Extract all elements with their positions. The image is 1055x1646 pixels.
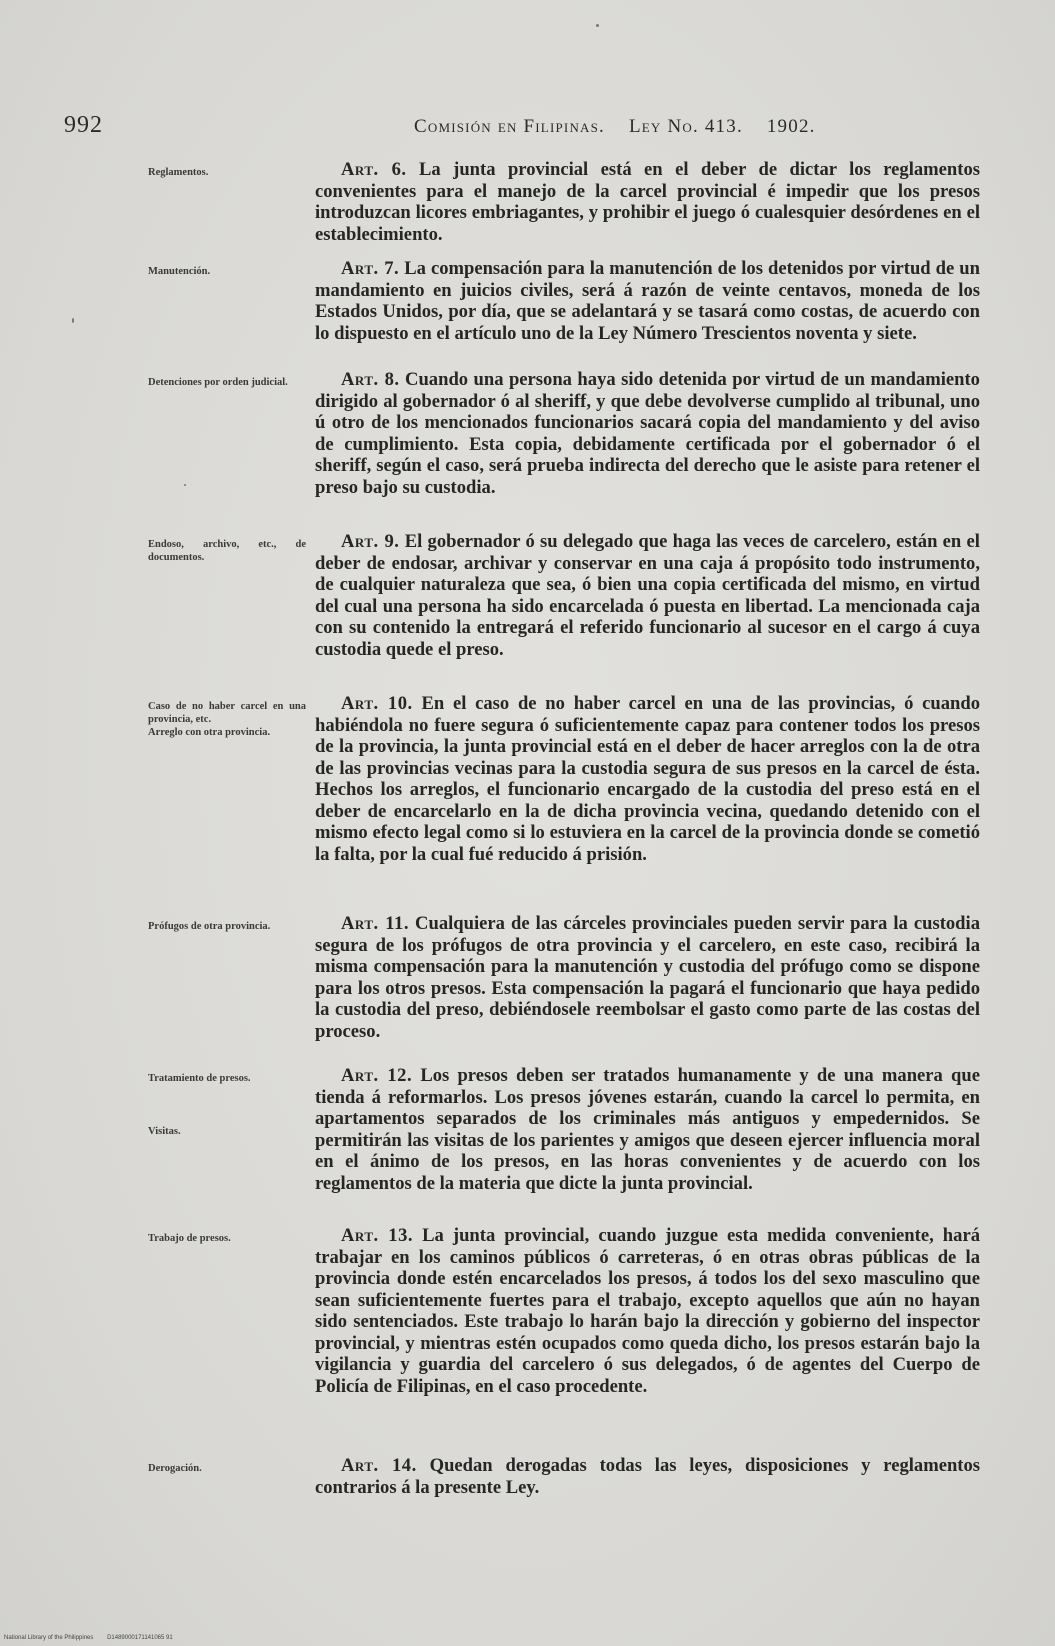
running-head (414, 116, 816, 138)
margin-note: Arreglo con otra provincia. (148, 727, 271, 738)
running-head-year: 1902. (766, 116, 816, 137)
article-body (315, 159, 980, 245)
article-text: En el caso de no haber carcel en una de las provincias, ó cuando habiéndola no fuere segura ó suficientemente capaz para contener todos los presos de la provincia, la junta provincial está en el deber de hacer arreglos con la de otra de las provincias vecinas para la custodia segura de sus presos en la carcel de ésta. Hechos los arreglos, el funcionario encargado de la custodia del preso está en el deber de encarcelarlo en la de dicha provincia vecina, quedando detenido con el mismo efecto legal como si lo estuviera en la carcel de la provincia donde se cometió la falta, por la cual fué reducido á prisión. (315, 693, 981, 865)
article-body (315, 531, 980, 660)
article-body (315, 693, 980, 865)
margin-notes (148, 920, 306, 933)
article-body (315, 913, 980, 1042)
article-body (315, 1455, 980, 1498)
paper-speck (184, 484, 186, 486)
article-number: Art. 9. (341, 531, 400, 552)
article-number: Art. 7. (341, 258, 400, 279)
article-text: Los presos deben ser tratados humanamente y de una manera que tienda á reformarlos. Los presos jóvenes estarán, cuando la carcel lo permita, en apartamentos separados de los criminales más antiguos y empedernidos. Se permitirán las visitas de los parientes y amigos que deseen ejercer influencia moral en el ánimo de los presos, en las horas convenientes y de acuerdo con los reglamentos de la materia que dicte la junta provincial. (315, 1065, 980, 1194)
article-number: Art. 10. (341, 693, 413, 714)
article-text: Quedan derogadas todas las leyes, disposiciones y reglamentos contrarios á la presente Ley. (315, 1455, 981, 1498)
article-body (315, 1065, 980, 1194)
margin-notes (148, 538, 306, 564)
article-number: Art. 13. (341, 1225, 414, 1246)
margin-note: Manutención. (148, 266, 211, 277)
footer-source: National Library of the Philippines (4, 1635, 94, 1641)
margin-note: Prófugos de otra provincia. (148, 921, 271, 932)
margin-note: Tratamiento de presos. (148, 1073, 251, 1084)
article-text: Cuando una persona haya sido detenida por virtud de un mandamiento dirigido al gobernador ó al sheriff, y que debe devolverse cumplido al tribunal, uno ú otro de los mencionados funcionarios sacará copia del mandamiento y del aviso de cumplimiento. Esta copia, debidamente certificada por el gobernador ó el sheriff, según el caso, será prueba indirecta del derecho que le asiste para retener el preso bajo su custodia. (315, 369, 980, 498)
article-number: Art. 12. (341, 1065, 413, 1086)
margin-note: Detenciones por orden judicial. (148, 377, 288, 388)
article-text: La junta provincial, cuando juzgue esta medida conveniente, hará trabajar en los caminos públicos ó carreteras, ó en otras obras públicas de la provincia donde estén encarcelados los presos, á todos los del sexo masculino que sean suficientemente fuertes para el trabajo, excepto aquellos que aún no hayan sido sentenciados. Este trabajo lo harán bajo la dirección y gobierno del inspector provincial, y mientras estén ocupados como queda dicho, los presos estarán bajo la vigilancia y guardia del carcelero ó sus delegados, ó de agentes del Cuerpo de Policía de Filipinas, en el caso procedente. (315, 1225, 980, 1397)
margin-note: Caso de no haber carcel en una provincia, etc. (148, 701, 306, 725)
margin-note: Derogación. (148, 1463, 202, 1474)
paper-speck (596, 24, 599, 27)
margin-notes (148, 1462, 306, 1475)
margin-note: Endoso, archivo, etc., de documentos. (148, 539, 306, 563)
paper-speck (72, 318, 74, 323)
page-number: 992 (64, 112, 103, 138)
article-body (315, 258, 980, 344)
article-text: La compensación para la manutención de los detenidos por virtud de un mandamiento en juicios civiles, será á razón de veinte centavos, moneda de los Estados Unidos, por día, que se adelantará y se tasará como costas, de acuerdo con lo dispuesto en el artículo uno de la Ley Número Trescientos noventa y siete. (315, 258, 980, 344)
article-text: El gobernador ó su delegado que haga las veces de carcelero, están en el deber de endosar, archivar y conservar en una caja á propósito todo instrumento, de cualquier naturaleza que sea, ó bien una copia certificada del mismo, en virtud del cual una persona ha sido encarcelada ó puesta en libertad. La mencionada caja con su contenido la entregará el referido funcionario al sucesor en el cargo á cuya custodia quede el preso. (315, 531, 980, 660)
article-number: Art. 14. (341, 1455, 417, 1476)
margin-notes (148, 1232, 306, 1245)
margin-notes (148, 166, 306, 179)
margin-note: Visitas. (148, 1126, 181, 1137)
article-text: La junta provincial está en el deber de dictar los reglamentos convenientes para el manejo de la carcel provincial é impedir que los presos introduzcan licores embriagantes, y prohibir el juego ó cualesquier desórdenes en el establecimiento. (315, 159, 980, 245)
article-body (315, 1225, 980, 1397)
margin-notes (148, 1072, 306, 1138)
article-number: Art. 8. (341, 369, 400, 390)
article-text: Cualquiera de las cárceles provinciales pueden servir para la custodia segura de los prófugos de otra provincia y el carcelero, en este caso, recibirá la misma compensación para la manutención y custodia del prófugo como se dispone para los otros presos. Esta compensación la pagará el funcionario que haya pedido la custodia del preso, debiéndosele reembolsar el gasto como parte de las costas del proceso. (315, 913, 980, 1042)
scan-footer (4, 1635, 173, 1641)
footer-id: D1489000171141065 91 (107, 1635, 173, 1641)
page-header (64, 112, 994, 152)
article-number: Art. 6. (341, 159, 407, 180)
margin-note: Trabajo de presos. (148, 1233, 231, 1244)
article-number: Art. 11. (341, 913, 409, 934)
margin-note: Reglamentos. (148, 167, 209, 178)
running-head-title: Comisión en Filipinas. (414, 116, 605, 137)
margin-notes (148, 265, 306, 278)
article-body (315, 369, 980, 498)
margin-notes (148, 376, 306, 389)
margin-notes (148, 700, 306, 739)
running-head-law: Ley No. 413. (628, 116, 743, 137)
